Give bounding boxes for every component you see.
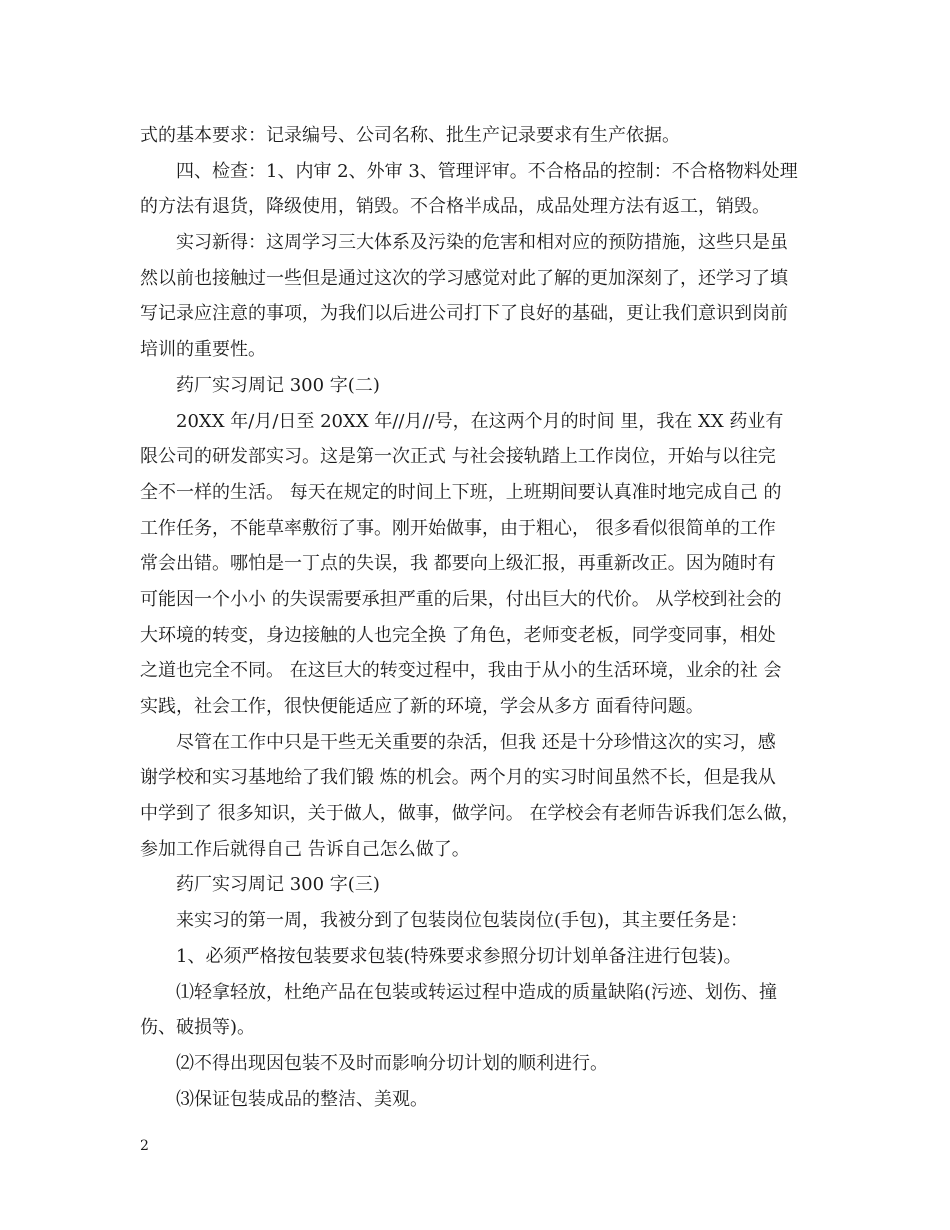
text-line: 伤、破损等)。 <box>140 1017 256 1039</box>
text-line: ⑴轻拿轻放，杜绝产品在包装或转运过程中造成的质量缺陷(污迹、划伤、撞 <box>176 981 778 1003</box>
text-line: 然以前也接触过一些但是通过这次的学习感觉对此了解的更加深刻了，还学习了填 <box>140 267 788 289</box>
text-line: 大环境的转变，身边接触的人也完全换 了角色，老师变老板，同学变同事，相处 <box>140 624 776 646</box>
text-line: 1、必须严格按包装要求包装(特殊要求参照分切计划单备注进行包装)。 <box>176 945 742 967</box>
text-line: 实践，社会工作，很快便能适应了新的环境，学会从多方 面看待问题。 <box>140 696 704 717</box>
text-line: ⑵不得出现因包装不及时而影响分切计划的顺利进行。 <box>176 1052 608 1074</box>
text-line: 实习新得：这周学习三大体系及污染的危害和相对应的预防措施，这些只是虽 <box>176 232 788 254</box>
text-line: 常会出错。哪怕是一丁点的失误，我 都要向上级汇报，再重新改正。因为随时有 <box>140 553 776 575</box>
document-body <box>140 118 826 1117</box>
text-line: 20XX 年/月/日至 20XX 年//月//号，在这两个月的时间 里，我在 XX 药业有 <box>176 410 784 432</box>
text-line: 之道也完全不同。 在这巨大的转变过程中，我由于从小的生活环境，业余的社 会 <box>140 660 782 682</box>
text-line: 可能因一个小小 的失误需要承担严重的后果，付出巨大的代价。 从学校到社会的 <box>140 588 782 610</box>
text-line: 培训的重要性。 <box>140 339 266 361</box>
text-line: 尽管在工作中只是干些无关重要的杂活，但我 还是十分珍惜这次的实习，感 <box>176 731 776 753</box>
text-line: 参加工作后就得自己 告诉自己怎么做了。 <box>140 838 470 860</box>
text-line: 式的基本要求：记录编号、公司名称、批生产记录要求有生产依据。 <box>140 125 680 146</box>
page-number: 2 <box>140 1138 149 1154</box>
text-line: 工作任务，不能草率敷衍了事。刚开始做事，由于粗心， 很多看似很简单的工作 <box>140 517 776 539</box>
text-line: 限公司的研发部实习。这是第一次正式 与社会接轨踏上工作岗位，开始与以往完 <box>140 446 776 468</box>
text-line: 药厂实习周记 300 字(三) <box>176 874 380 896</box>
text-line: 药厂实习周记 300 字(二) <box>176 374 380 396</box>
text-line: ⑶保证包装成品的整洁、美观。 <box>176 1088 428 1110</box>
text-line: 全不一样的生活。 每天在规定的时间上下班，上班期间要认真准时地完成自己 的 <box>140 481 782 503</box>
text-line: 写记录应注意的事项，为我们以后进公司打下了良好的基础，更让我们意识到岗前 <box>140 303 788 325</box>
text-line: 谢学校和实习基地给了我们锻 炼的机会。两个月的实习时间虽然不长，但是我从 <box>140 767 776 789</box>
text-line: 的方法有退货，降级使用，销毁。不合格半成品，成品处理方法有返工，销毁。 <box>140 196 770 218</box>
text-line: 来实习的第一周，我被分到了包装岗位包装岗位(手包)，其主要任务是： <box>176 910 749 932</box>
text-line: 中学到了 很多知识，关于做人，做事，做学问。 在学校会有老师告诉我们怎么做， <box>140 803 800 825</box>
text-line: 四、检查：1、内审 2、外审 3、管理评审。不合格品的控制：不合格物料处理 <box>176 160 798 182</box>
